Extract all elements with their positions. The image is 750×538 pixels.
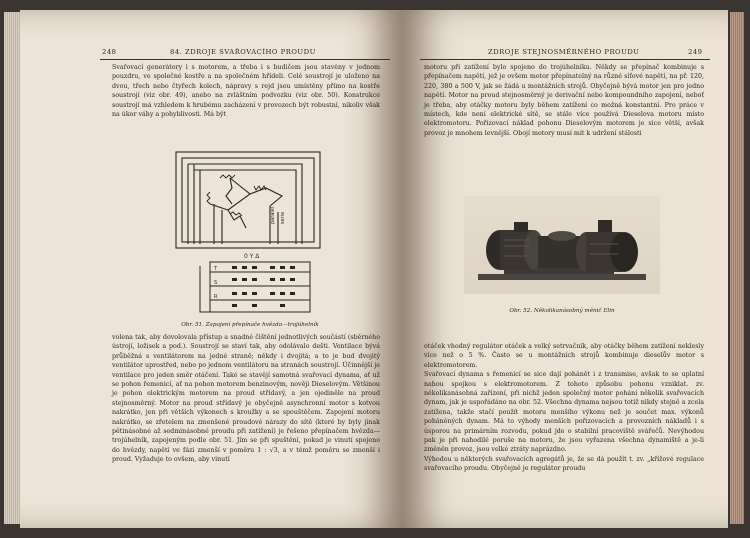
right-text-block (424, 342, 704, 474)
label-r: R (214, 294, 218, 300)
left-page-number: 248 (102, 48, 117, 56)
elin-converter-illustration (464, 196, 660, 294)
left-page-edges (4, 12, 20, 524)
wiring-diagram-figure (170, 148, 330, 318)
right-paragraph-2: otáček vhodný regulátor otáček a velký setrvačník, aby otáčky během zatížení neklesly více než o 5 %. Často se u montážních strojů kombinuje dieselův motor s elektromotorem. (424, 343, 704, 369)
label-t: T (214, 266, 218, 272)
left-paragraph-1: Svařovací generátory i s motorem, a třeba i s budičem jsou stavěny v jednom pouzdru, ve společné kostře a na společném hřídeli. Celé soustrojí je uloženo na dvou, třech nebo čtyřech kolech, nápravy s rejd jsou umístěny přímo na kostře soustrojí (viz obr. 49), anebo na zvláštním podvozku (viz obr. 50). Konstrukce soustrojí má vzhledem k hrubému zacházení v provozech být robustní, nikoliv však na úkor váhy a pohyblivosti. Má být (112, 64, 380, 119)
converter-photo (464, 196, 660, 294)
label-serie: serie (280, 211, 286, 224)
right-running-head: ZDROJE STEJNOSMĚRNÉHO PROUDU (488, 48, 640, 56)
label-s: S (214, 280, 218, 286)
star-delta-switch-diagram (170, 148, 330, 318)
right-page (402, 10, 728, 528)
right-paragraph-1: motoru při zatížení bylo spojeno do trojúhelníku. Někdy se přepínač kombinuje s přepínačem napětí, jež je ovšem motor přepínatelný na různé síťové napětí, na př. 120, 220, 380 a 500 V, jak se žádá u montážních strojů. Obyčejně bývá motor jen pro jedno napětí. Motor na proud stejnosměrný je derivační nebo kompoundního zapojení, neboť je třeba, aby otáčky motoru byly během zatížení co možná konstantní. Pro práce v místech, kde není elektrické sítě, se stále více používá Dieselova motoru místo elektromotoru. Pořizovací náklad pohonu Dieselovým motorem je sice větší, avšak provoz je mnohem levnější. Obojí motory musí mít k udržení stálosti (424, 64, 704, 137)
label-ovy: 0 Y Δ (244, 253, 260, 260)
right-page-number: 249 (688, 48, 703, 56)
right-header-rule (420, 59, 710, 60)
right-page-edges (730, 12, 744, 524)
right-figure-caption: Obr. 52. Několikanásobný měnič Elin (509, 308, 615, 314)
right-paragraph-3: Svařovací dynama s řemenicí se sice dají pohánět i z transmise, avšak to se uplatní nahou spojkou s elektromotorem. Z tohoto způsobu pohonu vzniklat. zv. několikanásobná zařízení, při nichž jeden společný motor pohání několik svařovacích dynam, jak je uspořádáno na obr. 52. Všechna dynama nejsou totiž nikdy stejně a zcela zatížena, takže stačí použít motoru menšího výkonu než je součet max. výkonů poháněných dynam. Má to výhody menších pořizovacích a provozních nákladů i s úsporou na primárním rozvodu, pokud jde o stabilní pracoviště svářečů. Nevýhodou pak je při nahodilé poruše na motoru, že jsou vyřazena všechna dynamiště a je-li změněn provoz, jsou velké ztráty naprázdno. (424, 371, 704, 454)
left-page (20, 10, 402, 528)
right-paragraph-4: Výhodou u některých svařovacích agregátů je, že se dá použít t. zv. „křížové regulace svařovacího proudu. Obyčejně je regulátor proudu (424, 455, 704, 473)
left-figure-caption: Obr. 51. Zapojení přepínače hvězda—trojúhelník (181, 322, 319, 328)
left-running-head: 84. ZDROJE SVAŘOVACÍHO PROUDU (170, 48, 316, 56)
left-paragraph-2: volena tak, aby dovolovala přístup a snadné čištění jednotlivých součástí (sběrného ústrojí, ložisek a pod.). Soustrojí se staví tak, aby odolávalo dešti. Ventilace bývá průběžná s ventilátorem na jedné straně; někdy i dvojitá; a to je bud dvojitý ventilátor uprostřed, nebo po jednom ventilátoru na stranách soustrojí. Účinnější je ventilace pro jeden směr otáčení. Také se stavějí samotná svařovací dynama, ať už se pohon řemenicí, ať na pohon motorem benzinovým, nověji Dieselovým. Většinou je pohon elektrickým motorem na proud střídavý, a jen ojediněle na proud stejnosměrný. Motor na proud střídavý je obyčejně asynchronní motor s kotvou nakrátko, jen při větších výkonech s kroužky a se spouštěčem. Zapojení motoru nakrátko, se zřetelem na zmenšené proudové nárazy do sítě (které by byly jinak pětinásobné až sedminásobné proudu při zatížení) je řešeno přepínačem hvězda—trojúhelník, zapojeným podle obr. 51. Jím se při spuštění, pokud je vinutí spojeno do hvězdy, napětí ve fázi zmenší v poměru 1 : √3, a v témž poměru se zmenší i proud. Vyžaduje to ovšem, aby vinutí (112, 334, 380, 464)
label-paralel: paralel (270, 206, 276, 224)
left-header-rule (100, 59, 390, 60)
